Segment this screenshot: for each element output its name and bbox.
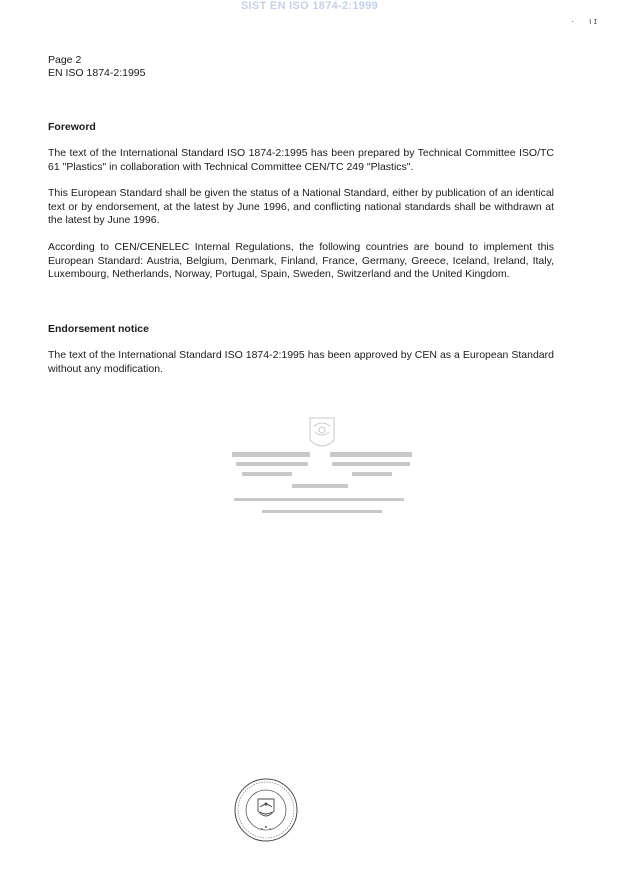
faint-stamp-image bbox=[222, 412, 422, 532]
foreword-paragraph-2: This European Standard shall be given the status of a National Standard, either by publication of an identical text or by endorsement, at the latest by June 1996, and conflicting national standards shall be withdrawn at the latest by June 1996. bbox=[48, 187, 554, 227]
foreword-paragraph-3: According to CEN/CENELEC Internal Regulations, the following countries are bound to implement this European Standard: Austria, Belgium, Denmark, Finland, France, Germany, Greece, Iceland, Ireland, Italy, Luxembourg, Netherlands, Norway, Portugal, Spain, Sweden, Switzerland and the United Kingdom. bbox=[48, 241, 554, 281]
foreword-paragraph-1: The text of the International Standard ISO 1874-2:1995 has been prepared by Technical Committee ISO/TC 61 "Plastics" in collaboration with Technical Committee CEN/TC 249 "Plastics". bbox=[48, 147, 554, 173]
endorsement-paragraph: The text of the International Standard ISO 1874-2:1995 has been approved by CEN as a European Standard without any modification. bbox=[48, 349, 554, 375]
scan-specks: · ι ɪ bbox=[571, 16, 597, 26]
foreword-heading: Foreword bbox=[48, 121, 96, 133]
endorsement-heading: Endorsement notice bbox=[48, 323, 149, 335]
round-seal-image bbox=[233, 777, 299, 843]
standard-number: EN ISO 1874-2:1995 bbox=[48, 67, 146, 79]
page-header bbox=[48, 54, 145, 80]
watermark: SIST EN ISO 1874-2:1999 bbox=[240, 0, 379, 12]
page-number: Page 2 bbox=[48, 54, 82, 66]
